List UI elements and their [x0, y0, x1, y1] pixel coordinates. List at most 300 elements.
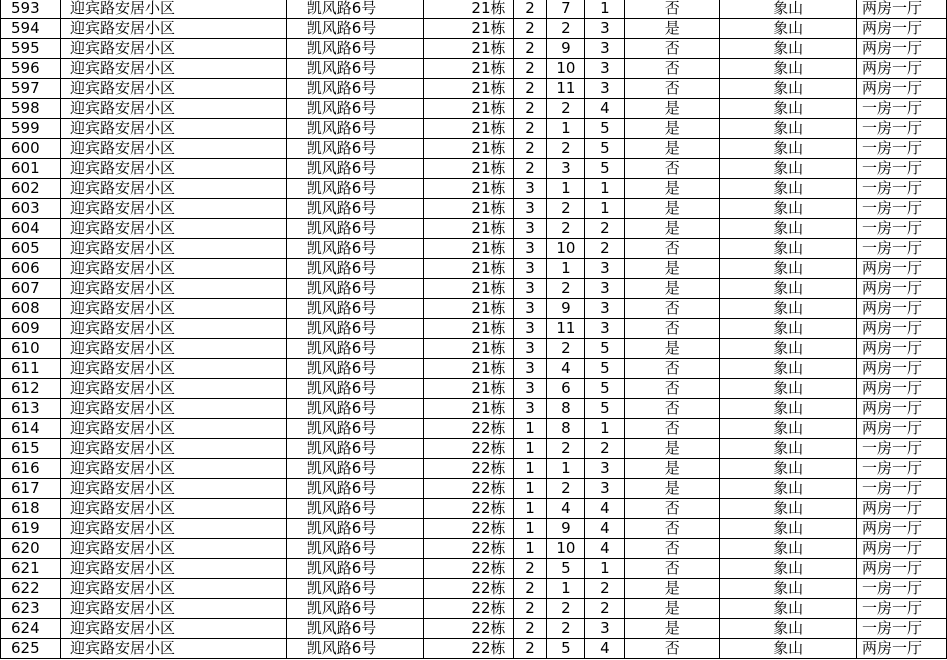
layout-cell[interactable]: 一房一厅: [856, 159, 946, 179]
district-cell[interactable]: 象山: [720, 139, 857, 159]
unit-cell[interactable]: 3: [513, 359, 547, 379]
building-cell[interactable]: 22栋: [423, 559, 513, 579]
flag-cell[interactable]: 否: [625, 59, 720, 79]
layout-cell[interactable]: 一房一厅: [856, 119, 946, 139]
flag-cell[interactable]: 是: [625, 279, 720, 299]
district-cell[interactable]: 象山: [720, 599, 857, 619]
room-cell[interactable]: 2: [585, 439, 625, 459]
floor-cell[interactable]: 2: [547, 479, 585, 499]
district-cell[interactable]: 象山: [720, 419, 857, 439]
district-cell[interactable]: 象山: [720, 559, 857, 579]
community-cell[interactable]: 迎宾路安居小区: [60, 639, 286, 659]
unit-cell[interactable]: 2: [513, 159, 547, 179]
building-cell[interactable]: 21栋: [423, 219, 513, 239]
unit-cell[interactable]: 1: [513, 479, 547, 499]
address-cell[interactable]: 凯风路6号: [286, 359, 423, 379]
unit-cell[interactable]: 1: [513, 539, 547, 559]
layout-cell[interactable]: 两房一厅: [856, 0, 946, 19]
unit-cell[interactable]: 2: [513, 99, 547, 119]
row-number-cell[interactable]: 601: [1, 159, 61, 179]
building-cell[interactable]: 21栋: [423, 119, 513, 139]
community-cell[interactable]: 迎宾路安居小区: [60, 399, 286, 419]
district-cell[interactable]: 象山: [720, 299, 857, 319]
community-cell[interactable]: 迎宾路安居小区: [60, 259, 286, 279]
layout-cell[interactable]: 一房一厅: [856, 459, 946, 479]
address-cell[interactable]: 凯风路6号: [286, 579, 423, 599]
community-cell[interactable]: 迎宾路安居小区: [60, 419, 286, 439]
row-number-cell[interactable]: 624: [1, 619, 61, 639]
room-cell[interactable]: 5: [585, 379, 625, 399]
flag-cell[interactable]: 是: [625, 459, 720, 479]
community-cell[interactable]: 迎宾路安居小区: [60, 139, 286, 159]
row-number-cell[interactable]: 616: [1, 459, 61, 479]
unit-cell[interactable]: 1: [513, 459, 547, 479]
row-number-cell[interactable]: 625: [1, 639, 61, 659]
address-cell[interactable]: 凯风路6号: [286, 499, 423, 519]
flag-cell[interactable]: 是: [625, 479, 720, 499]
building-cell[interactable]: 22栋: [423, 419, 513, 439]
floor-cell[interactable]: 4: [547, 359, 585, 379]
district-cell[interactable]: 象山: [720, 39, 857, 59]
floor-cell[interactable]: 2: [547, 219, 585, 239]
address-cell[interactable]: 凯风路6号: [286, 119, 423, 139]
unit-cell[interactable]: 3: [513, 339, 547, 359]
layout-cell[interactable]: 一房一厅: [856, 219, 946, 239]
building-cell[interactable]: 22栋: [423, 499, 513, 519]
row-number-cell[interactable]: 600: [1, 139, 61, 159]
row-number-cell[interactable]: 621: [1, 559, 61, 579]
district-cell[interactable]: 象山: [720, 339, 857, 359]
district-cell[interactable]: 象山: [720, 99, 857, 119]
address-cell[interactable]: 凯风路6号: [286, 419, 423, 439]
floor-cell[interactable]: 2: [547, 19, 585, 39]
community-cell[interactable]: 迎宾路安居小区: [60, 299, 286, 319]
layout-cell[interactable]: 两房一厅: [856, 519, 946, 539]
district-cell[interactable]: 象山: [720, 379, 857, 399]
building-cell[interactable]: 21栋: [423, 139, 513, 159]
district-cell[interactable]: 象山: [720, 79, 857, 99]
unit-cell[interactable]: 3: [513, 279, 547, 299]
community-cell[interactable]: 迎宾路安居小区: [60, 199, 286, 219]
community-cell[interactable]: 迎宾路安居小区: [60, 499, 286, 519]
community-cell[interactable]: 迎宾路安居小区: [60, 179, 286, 199]
flag-cell[interactable]: 是: [625, 119, 720, 139]
floor-cell[interactable]: 11: [547, 319, 585, 339]
building-cell[interactable]: 21栋: [423, 179, 513, 199]
building-cell[interactable]: 21栋: [423, 19, 513, 39]
floor-cell[interactable]: 9: [547, 39, 585, 59]
unit-cell[interactable]: 2: [513, 619, 547, 639]
row-number-cell[interactable]: 617: [1, 479, 61, 499]
layout-cell[interactable]: 一房一厅: [856, 99, 946, 119]
row-number-cell[interactable]: 596: [1, 59, 61, 79]
row-number-cell[interactable]: 620: [1, 539, 61, 559]
building-cell[interactable]: 22栋: [423, 599, 513, 619]
building-cell[interactable]: 21栋: [423, 159, 513, 179]
building-cell[interactable]: 22栋: [423, 519, 513, 539]
building-cell[interactable]: 21栋: [423, 359, 513, 379]
community-cell[interactable]: 迎宾路安居小区: [60, 119, 286, 139]
building-cell[interactable]: 21栋: [423, 319, 513, 339]
room-cell[interactable]: 3: [585, 19, 625, 39]
district-cell[interactable]: 象山: [720, 399, 857, 419]
layout-cell[interactable]: 一房一厅: [856, 599, 946, 619]
room-cell[interactable]: 3: [585, 459, 625, 479]
unit-cell[interactable]: 2: [513, 39, 547, 59]
community-cell[interactable]: 迎宾路安居小区: [60, 579, 286, 599]
flag-cell[interactable]: 否: [625, 0, 720, 19]
address-cell[interactable]: 凯风路6号: [286, 459, 423, 479]
address-cell[interactable]: 凯风路6号: [286, 259, 423, 279]
address-cell[interactable]: 凯风路6号: [286, 299, 423, 319]
unit-cell[interactable]: 3: [513, 299, 547, 319]
row-number-cell[interactable]: 603: [1, 199, 61, 219]
floor-cell[interactable]: 2: [547, 339, 585, 359]
flag-cell[interactable]: 是: [625, 579, 720, 599]
building-cell[interactable]: 21栋: [423, 79, 513, 99]
unit-cell[interactable]: 1: [513, 519, 547, 539]
row-number-cell[interactable]: 615: [1, 439, 61, 459]
row-number-cell[interactable]: 623: [1, 599, 61, 619]
room-cell[interactable]: 1: [585, 419, 625, 439]
room-cell[interactable]: 5: [585, 399, 625, 419]
flag-cell[interactable]: 是: [625, 99, 720, 119]
district-cell[interactable]: 象山: [720, 619, 857, 639]
unit-cell[interactable]: 3: [513, 179, 547, 199]
floor-cell[interactable]: 7: [547, 0, 585, 19]
community-cell[interactable]: 迎宾路安居小区: [60, 19, 286, 39]
layout-cell[interactable]: 两房一厅: [856, 279, 946, 299]
flag-cell[interactable]: 是: [625, 19, 720, 39]
unit-cell[interactable]: 3: [513, 239, 547, 259]
row-number-cell[interactable]: 606: [1, 259, 61, 279]
floor-cell[interactable]: 2: [547, 139, 585, 159]
layout-cell[interactable]: 一房一厅: [856, 619, 946, 639]
address-cell[interactable]: 凯风路6号: [286, 339, 423, 359]
flag-cell[interactable]: 否: [625, 499, 720, 519]
flag-cell[interactable]: 否: [625, 419, 720, 439]
row-number-cell[interactable]: 613: [1, 399, 61, 419]
address-cell[interactable]: 凯风路6号: [286, 319, 423, 339]
layout-cell[interactable]: 两房一厅: [856, 559, 946, 579]
address-cell[interactable]: 凯风路6号: [286, 19, 423, 39]
building-cell[interactable]: 21栋: [423, 99, 513, 119]
room-cell[interactable]: 2: [585, 599, 625, 619]
district-cell[interactable]: 象山: [720, 459, 857, 479]
community-cell[interactable]: 迎宾路安居小区: [60, 39, 286, 59]
building-cell[interactable]: 21栋: [423, 239, 513, 259]
building-cell[interactable]: 22栋: [423, 639, 513, 659]
layout-cell[interactable]: 一房一厅: [856, 579, 946, 599]
address-cell[interactable]: 凯风路6号: [286, 139, 423, 159]
district-cell[interactable]: 象山: [720, 579, 857, 599]
row-number-cell[interactable]: 622: [1, 579, 61, 599]
room-cell[interactable]: 2: [585, 579, 625, 599]
unit-cell[interactable]: 1: [513, 419, 547, 439]
building-cell[interactable]: 21栋: [423, 59, 513, 79]
room-cell[interactable]: 2: [585, 239, 625, 259]
floor-cell[interactable]: 1: [547, 579, 585, 599]
address-cell[interactable]: 凯风路6号: [286, 39, 423, 59]
unit-cell[interactable]: 2: [513, 79, 547, 99]
flag-cell[interactable]: 否: [625, 319, 720, 339]
room-cell[interactable]: 3: [585, 319, 625, 339]
row-number-cell[interactable]: 602: [1, 179, 61, 199]
building-cell[interactable]: 22栋: [423, 619, 513, 639]
address-cell[interactable]: 凯风路6号: [286, 559, 423, 579]
unit-cell[interactable]: 3: [513, 259, 547, 279]
room-cell[interactable]: 3: [585, 59, 625, 79]
community-cell[interactable]: 迎宾路安居小区: [60, 79, 286, 99]
address-cell[interactable]: 凯风路6号: [286, 179, 423, 199]
flag-cell[interactable]: 是: [625, 199, 720, 219]
address-cell[interactable]: 凯风路6号: [286, 159, 423, 179]
building-cell[interactable]: 21栋: [423, 199, 513, 219]
room-cell[interactable]: 3: [585, 479, 625, 499]
community-cell[interactable]: 迎宾路安居小区: [60, 479, 286, 499]
flag-cell[interactable]: 否: [625, 299, 720, 319]
address-cell[interactable]: 凯风路6号: [286, 639, 423, 659]
layout-cell[interactable]: 两房一厅: [856, 299, 946, 319]
district-cell[interactable]: 象山: [720, 499, 857, 519]
floor-cell[interactable]: 2: [547, 599, 585, 619]
address-cell[interactable]: 凯风路6号: [286, 219, 423, 239]
community-cell[interactable]: 迎宾路安居小区: [60, 159, 286, 179]
layout-cell[interactable]: 一房一厅: [856, 239, 946, 259]
unit-cell[interactable]: 3: [513, 199, 547, 219]
room-cell[interactable]: 3: [585, 39, 625, 59]
layout-cell[interactable]: 两房一厅: [856, 539, 946, 559]
floor-cell[interactable]: 2: [547, 619, 585, 639]
room-cell[interactable]: 1: [585, 559, 625, 579]
community-cell[interactable]: 迎宾路安居小区: [60, 559, 286, 579]
row-number-cell[interactable]: 619: [1, 519, 61, 539]
flag-cell[interactable]: 否: [625, 79, 720, 99]
layout-cell[interactable]: 两房一厅: [856, 39, 946, 59]
floor-cell[interactable]: 10: [547, 239, 585, 259]
floor-cell[interactable]: 5: [547, 559, 585, 579]
unit-cell[interactable]: 1: [513, 439, 547, 459]
district-cell[interactable]: 象山: [720, 179, 857, 199]
unit-cell[interactable]: 2: [513, 639, 547, 659]
room-cell[interactable]: 5: [585, 139, 625, 159]
building-cell[interactable]: 22栋: [423, 539, 513, 559]
community-cell[interactable]: 迎宾路安居小区: [60, 319, 286, 339]
district-cell[interactable]: 象山: [720, 119, 857, 139]
layout-cell[interactable]: 两房一厅: [856, 419, 946, 439]
district-cell[interactable]: 象山: [720, 519, 857, 539]
community-cell[interactable]: 迎宾路安居小区: [60, 339, 286, 359]
unit-cell[interactable]: 2: [513, 19, 547, 39]
layout-cell[interactable]: 两房一厅: [856, 499, 946, 519]
row-number-cell[interactable]: 611: [1, 359, 61, 379]
room-cell[interactable]: 2: [585, 219, 625, 239]
floor-cell[interactable]: 1: [547, 179, 585, 199]
unit-cell[interactable]: 3: [513, 379, 547, 399]
floor-cell[interactable]: 1: [547, 459, 585, 479]
layout-cell[interactable]: 两房一厅: [856, 79, 946, 99]
address-cell[interactable]: 凯风路6号: [286, 599, 423, 619]
building-cell[interactable]: 22栋: [423, 459, 513, 479]
floor-cell[interactable]: 2: [547, 279, 585, 299]
row-number-cell[interactable]: 605: [1, 239, 61, 259]
unit-cell[interactable]: 3: [513, 219, 547, 239]
flag-cell[interactable]: 否: [625, 159, 720, 179]
floor-cell[interactable]: 8: [547, 399, 585, 419]
layout-cell[interactable]: 一房一厅: [856, 479, 946, 499]
row-number-cell[interactable]: 599: [1, 119, 61, 139]
layout-cell[interactable]: 两房一厅: [856, 379, 946, 399]
community-cell[interactable]: 迎宾路安居小区: [60, 539, 286, 559]
floor-cell[interactable]: 9: [547, 299, 585, 319]
building-cell[interactable]: 22栋: [423, 579, 513, 599]
community-cell[interactable]: 迎宾路安居小区: [60, 439, 286, 459]
flag-cell[interactable]: 是: [625, 599, 720, 619]
community-cell[interactable]: 迎宾路安居小区: [60, 519, 286, 539]
unit-cell[interactable]: 2: [513, 59, 547, 79]
address-cell[interactable]: 凯风路6号: [286, 439, 423, 459]
unit-cell[interactable]: 2: [513, 599, 547, 619]
flag-cell[interactable]: 否: [625, 539, 720, 559]
community-cell[interactable]: 迎宾路安居小区: [60, 459, 286, 479]
floor-cell[interactable]: 2: [547, 199, 585, 219]
layout-cell[interactable]: 一房一厅: [856, 439, 946, 459]
building-cell[interactable]: 22栋: [423, 479, 513, 499]
flag-cell[interactable]: 否: [625, 239, 720, 259]
layout-cell[interactable]: 两房一厅: [856, 319, 946, 339]
row-number-cell[interactable]: 610: [1, 339, 61, 359]
layout-cell[interactable]: 一房一厅: [856, 179, 946, 199]
floor-cell[interactable]: 4: [547, 499, 585, 519]
room-cell[interactable]: 5: [585, 339, 625, 359]
building-cell[interactable]: 21栋: [423, 0, 513, 19]
flag-cell[interactable]: 否: [625, 379, 720, 399]
row-number-cell[interactable]: 594: [1, 19, 61, 39]
address-cell[interactable]: 凯风路6号: [286, 479, 423, 499]
address-cell[interactable]: 凯风路6号: [286, 0, 423, 19]
row-number-cell[interactable]: 609: [1, 319, 61, 339]
row-number-cell[interactable]: 618: [1, 499, 61, 519]
building-cell[interactable]: 21栋: [423, 259, 513, 279]
community-cell[interactable]: 迎宾路安居小区: [60, 59, 286, 79]
flag-cell[interactable]: 否: [625, 359, 720, 379]
flag-cell[interactable]: 是: [625, 259, 720, 279]
community-cell[interactable]: 迎宾路安居小区: [60, 279, 286, 299]
layout-cell[interactable]: 一房一厅: [856, 139, 946, 159]
district-cell[interactable]: 象山: [720, 319, 857, 339]
row-number-cell[interactable]: 607: [1, 279, 61, 299]
floor-cell[interactable]: 5: [547, 639, 585, 659]
community-cell[interactable]: 迎宾路安居小区: [60, 99, 286, 119]
floor-cell[interactable]: 8: [547, 419, 585, 439]
room-cell[interactable]: 5: [585, 359, 625, 379]
district-cell[interactable]: 象山: [720, 239, 857, 259]
layout-cell[interactable]: 两房一厅: [856, 19, 946, 39]
district-cell[interactable]: 象山: [720, 59, 857, 79]
address-cell[interactable]: 凯风路6号: [286, 59, 423, 79]
address-cell[interactable]: 凯风路6号: [286, 279, 423, 299]
unit-cell[interactable]: 3: [513, 319, 547, 339]
layout-cell[interactable]: 两房一厅: [856, 399, 946, 419]
row-number-cell[interactable]: 608: [1, 299, 61, 319]
room-cell[interactable]: 5: [585, 119, 625, 139]
layout-cell[interactable]: 两房一厅: [856, 59, 946, 79]
room-cell[interactable]: 3: [585, 299, 625, 319]
address-cell[interactable]: 凯风路6号: [286, 199, 423, 219]
layout-cell[interactable]: 两房一厅: [856, 259, 946, 279]
layout-cell[interactable]: 两房一厅: [856, 339, 946, 359]
address-cell[interactable]: 凯风路6号: [286, 99, 423, 119]
address-cell[interactable]: 凯风路6号: [286, 239, 423, 259]
floor-cell[interactable]: 10: [547, 539, 585, 559]
floor-cell[interactable]: 2: [547, 439, 585, 459]
community-cell[interactable]: 迎宾路安居小区: [60, 0, 286, 19]
row-number-cell[interactable]: 593: [1, 0, 61, 19]
flag-cell[interactable]: 否: [625, 559, 720, 579]
unit-cell[interactable]: 2: [513, 0, 547, 19]
room-cell[interactable]: 4: [585, 639, 625, 659]
row-number-cell[interactable]: 612: [1, 379, 61, 399]
room-cell[interactable]: 3: [585, 619, 625, 639]
district-cell[interactable]: 象山: [720, 639, 857, 659]
floor-cell[interactable]: 1: [547, 119, 585, 139]
unit-cell[interactable]: 2: [513, 559, 547, 579]
flag-cell[interactable]: 否: [625, 639, 720, 659]
flag-cell[interactable]: 是: [625, 619, 720, 639]
building-cell[interactable]: 21栋: [423, 399, 513, 419]
flag-cell[interactable]: 是: [625, 339, 720, 359]
community-cell[interactable]: 迎宾路安居小区: [60, 239, 286, 259]
address-cell[interactable]: 凯风路6号: [286, 519, 423, 539]
floor-cell[interactable]: 6: [547, 379, 585, 399]
room-cell[interactable]: 4: [585, 499, 625, 519]
flag-cell[interactable]: 是: [625, 139, 720, 159]
row-number-cell[interactable]: 595: [1, 39, 61, 59]
district-cell[interactable]: 象山: [720, 159, 857, 179]
flag-cell[interactable]: 是: [625, 219, 720, 239]
district-cell[interactable]: 象山: [720, 479, 857, 499]
unit-cell[interactable]: 2: [513, 119, 547, 139]
unit-cell[interactable]: 2: [513, 579, 547, 599]
unit-cell[interactable]: 3: [513, 399, 547, 419]
address-cell[interactable]: 凯风路6号: [286, 619, 423, 639]
district-cell[interactable]: 象山: [720, 259, 857, 279]
community-cell[interactable]: 迎宾路安居小区: [60, 619, 286, 639]
address-cell[interactable]: 凯风路6号: [286, 79, 423, 99]
flag-cell[interactable]: 否: [625, 519, 720, 539]
row-number-cell[interactable]: 614: [1, 419, 61, 439]
room-cell[interactable]: 1: [585, 0, 625, 19]
room-cell[interactable]: 3: [585, 279, 625, 299]
address-cell[interactable]: 凯风路6号: [286, 539, 423, 559]
district-cell[interactable]: 象山: [720, 539, 857, 559]
floor-cell[interactable]: 11: [547, 79, 585, 99]
layout-cell[interactable]: 两房一厅: [856, 639, 946, 659]
room-cell[interactable]: 4: [585, 539, 625, 559]
building-cell[interactable]: 21栋: [423, 379, 513, 399]
community-cell[interactable]: 迎宾路安居小区: [60, 379, 286, 399]
room-cell[interactable]: 3: [585, 259, 625, 279]
room-cell[interactable]: 1: [585, 179, 625, 199]
layout-cell[interactable]: 一房一厅: [856, 199, 946, 219]
unit-cell[interactable]: 2: [513, 139, 547, 159]
floor-cell[interactable]: 9: [547, 519, 585, 539]
floor-cell[interactable]: 1: [547, 259, 585, 279]
floor-cell[interactable]: 3: [547, 159, 585, 179]
unit-cell[interactable]: 1: [513, 499, 547, 519]
building-cell[interactable]: 22栋: [423, 439, 513, 459]
district-cell[interactable]: 象山: [720, 19, 857, 39]
